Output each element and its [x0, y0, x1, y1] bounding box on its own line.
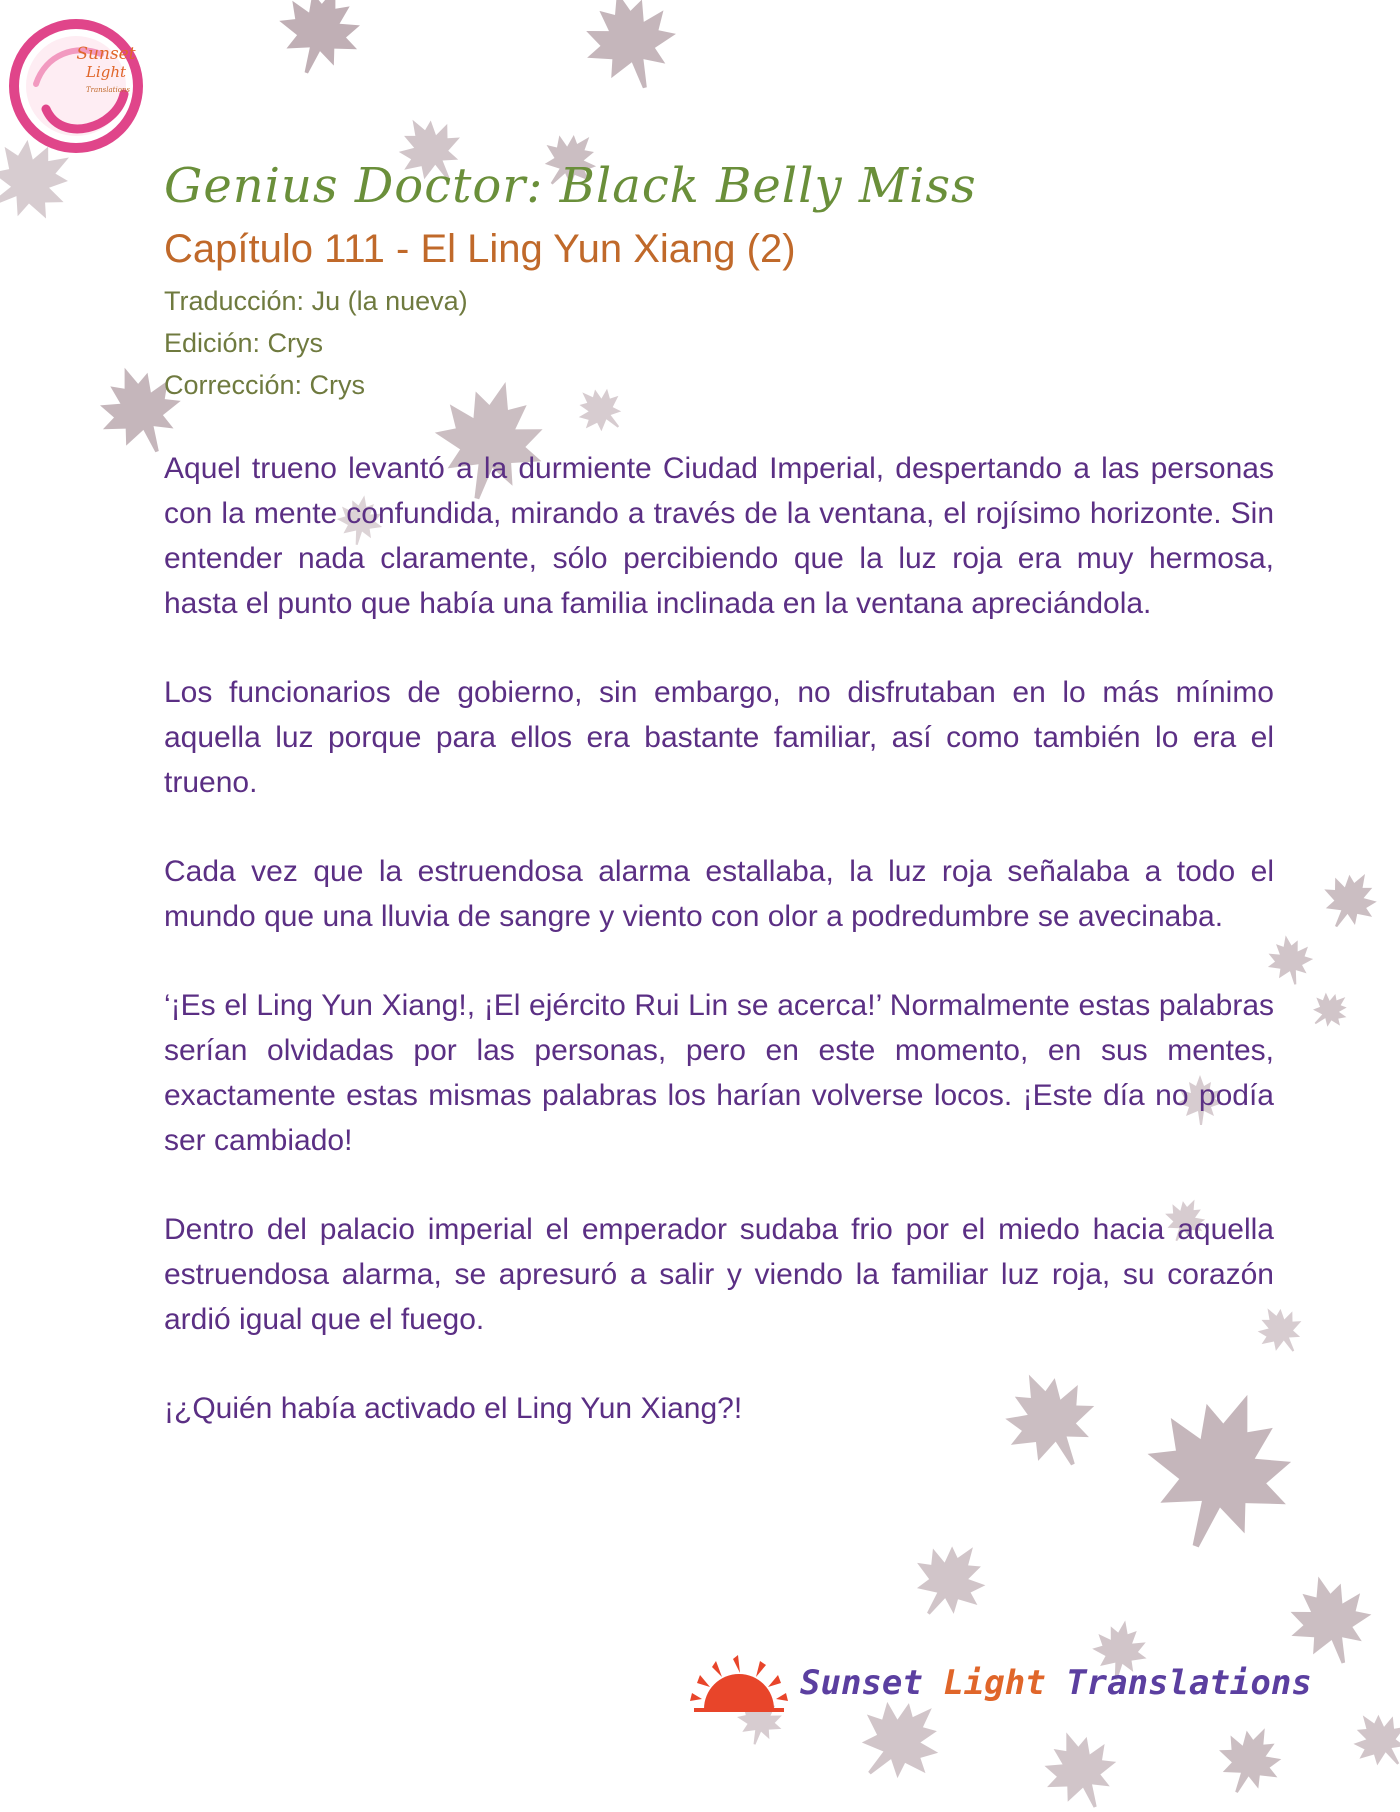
footer-brand	[686, 1648, 1312, 1718]
paragraph-5: Dentro del palacio imperial el emperador sudaba frio por el miedo hacia aquella estruendosa alarma, se apresuró a salir y viendo la familiar luz roja, su corazón ardió igual que el fuego.	[164, 1212, 1274, 1336]
brand-word-translations: Translations	[1066, 1663, 1312, 1703]
sunset-icon	[686, 1653, 792, 1713]
paragraph-2: Los funcionarios de gobierno, sin embargo, no disfrutaban en lo más mínimo aquella luz porque para ellos era bastante familiar, así como también lo era el trueno.	[164, 675, 1274, 799]
brand-name	[800, 1663, 1312, 1703]
logo-text-line3: Translations	[85, 86, 131, 94]
credit-proofreading: Corrección: Crys	[164, 369, 366, 400]
sunset-light-logo	[6, 14, 156, 164]
paragraph-3: Cada vez que la estruendosa alarma estallaba, la luz roja señalaba a todo el mundo que una lluvia de sangre y viento con olor a podredumbre se avecinaba.	[164, 854, 1274, 933]
credit-editing: Edición: Crys	[164, 327, 324, 358]
brand-word-light: Light	[943, 1663, 1046, 1703]
series-title: Genius Doctor: Black Belly Miss	[164, 158, 977, 214]
chapter-document	[164, 158, 1274, 1475]
paragraph-6: ¡¿Quién había activado el Ling Yun Xiang?!	[164, 1391, 743, 1425]
logo-text-line2: Light	[85, 63, 127, 81]
paragraph-1: Aquel trueno levantó a la durmiente Ciudad Imperial, despertando a las personas con la mente confundida, mirando a través de la ventana, el rojísimo horizonte. Sin entender nada claramente, sólo percibiendo que la luz roja era muy hermosa, hasta el punto que había una familia inclinada en la ventana apreciándola.	[164, 451, 1274, 620]
credits-block	[164, 280, 1274, 406]
brand-word-sunset: Sunset	[800, 1663, 923, 1703]
chapter-title: Capítulo 111 - El Ling Yun Xiang (2)	[164, 226, 796, 271]
logo-text-line1: Sunset	[76, 44, 136, 64]
credit-translation: Traducción: Ju (la nueva)	[164, 285, 468, 316]
paragraph-4: ‘¡Es el Ling Yun Xiang!, ¡El ejército Rui Lin se acerca!’ Normalmente estas palabras serían olvidadas por las personas, pero en este momento, en sus mentes, exactamente estas mismas palabras los harían volverse locos. ¡Este día no podía ser cambiado!	[164, 988, 1274, 1157]
